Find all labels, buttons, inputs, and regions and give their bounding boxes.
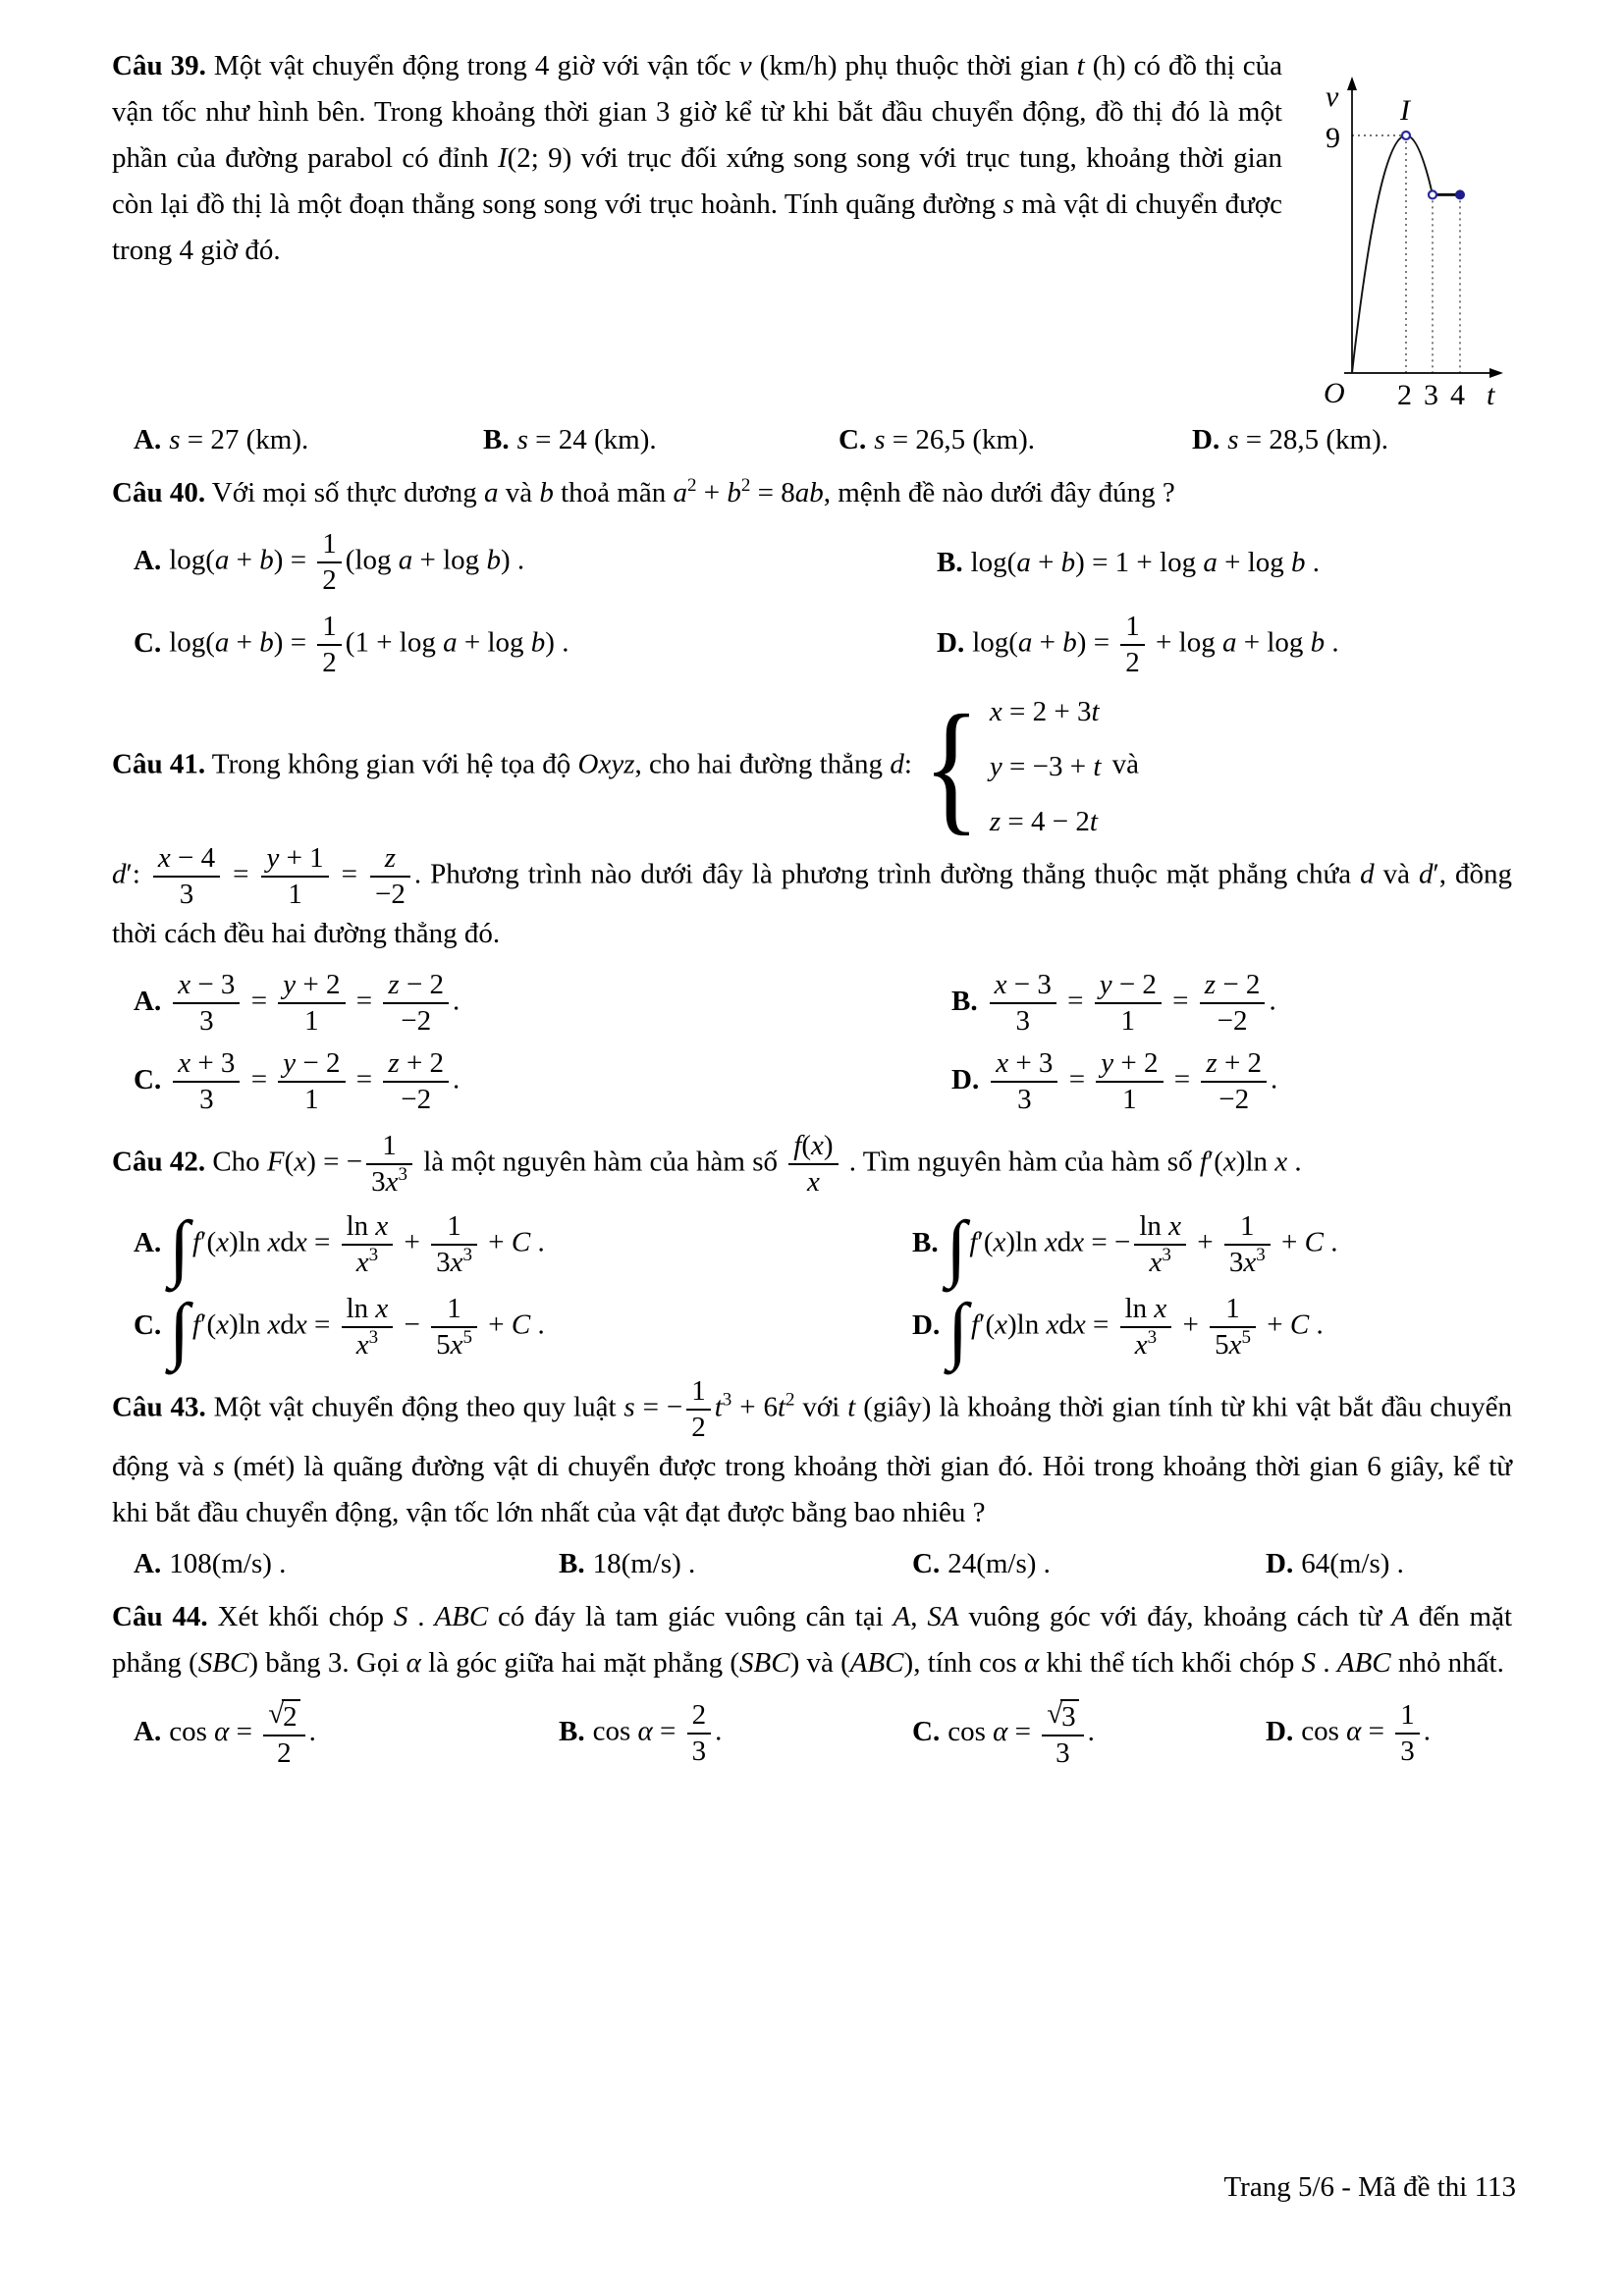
answer-option-C: C. s = 26,5 (km).: [839, 424, 1035, 455]
option-label: B.: [937, 546, 963, 578]
option-label: A.: [134, 1226, 162, 1258]
answer-option-B: B. ∫ f′(x)ln xdx = − $\frac{\text{ln x}}{x^3}$ + $\frac{1}{3x^3}$ + C .: [912, 1205, 1338, 1289]
fraction: √ 2 2: [263, 1698, 304, 1770]
fraction: $\frac{\text{ln x}}{x^3}$: [1134, 1210, 1186, 1279]
fraction: $\frac{y + 1}{1}$: [261, 842, 328, 911]
velocity-time-graph: [1298, 45, 1512, 418]
answer-option-D: D. s = 28,5 (km).: [1192, 424, 1388, 455]
answer-option-A: A. ∫ f′(x)ln xdx = $\frac{\text{ln x}}{x^3}$ + $\frac{1}{3x^3}$ + C .: [134, 1205, 545, 1289]
option-label: D.: [912, 1308, 941, 1341]
fraction: $\frac{1}{3x^3}$: [1224, 1210, 1271, 1279]
option-label: D.: [1266, 1716, 1294, 1748]
answer-option-D: D. log(a + b) = $\frac{1}{2}$ + log a + log b .: [937, 611, 1339, 678]
answer-option-D: D. ∫ f′(x)ln xdx = $\frac{\text{ln x}}{x^3}$ + $\frac{1}{5x^5}$ + C .: [912, 1288, 1324, 1371]
option-label: D.: [951, 1063, 980, 1095]
question-40-body: Câu 40. Với mọi số thực dương a và b thoả mãn $a^2 + b^2 = 8ab$, mệnh đề nào dưới đây đúng ?: [112, 475, 1175, 508]
y-tick-9: 9: [1326, 122, 1340, 154]
fraction: $\frac{\text{ln x}}{x^3}$: [342, 1210, 394, 1279]
answer-option-B: B. 18(m/s) .: [559, 1548, 696, 1579]
fraction: $\frac{1}{5x^5}$: [1210, 1293, 1256, 1362]
question-39-options: [112, 424, 1512, 456]
answer-option-A: A. 108(m/s) .: [134, 1548, 287, 1579]
option-label: B.: [559, 1548, 585, 1579]
question-43-body: Câu 43. Một vật chuyển động theo quy luật s = − $\frac{1}{2}$ $t^3 + 6t^2$ với t (giây) là khoảng thời gian tính từ khi vật bắt đầu chuyển động và s (mét) là quãng đường vật di chuyển được trong khoảng thời gian đó. Hỏi trong khoảng thời gian 6 giây, kể từ khi bắt đầu chuyển động, vận tốc lớn nhất của vật đạt được bằng bao nhiêu ?: [112, 1375, 1512, 1528]
fraction: $\frac{1}{2}$: [686, 1375, 711, 1444]
question-43: [112, 1375, 1512, 1580]
question-41: [112, 685, 1513, 1116]
question-42-options: [112, 1205, 1512, 1371]
option-label: B.: [951, 985, 978, 1017]
question-44-options: [112, 1698, 1512, 1770]
fraction: $\frac{x - 3}{3}$: [173, 969, 240, 1038]
question-44-body: Câu 44. Xét khối chóp S . ABC có đáy là tam giác vuông cân tại A, SA vuông góc với đáy, khoảng cách từ A đến mặt phẳng (SBC) bằng 3. Gọi α là góc giữa hai mặt phẳng (SBC) và (ABC), tính cos α khi thể tích khối chóp S . ABC nhỏ nhất.: [112, 1601, 1513, 1679]
option-label: D.: [937, 626, 965, 659]
answer-option-B: B. s = 24 (km).: [483, 424, 657, 455]
answer-option-B: B. log(a + b) = 1 + log a + log b .: [937, 546, 1321, 578]
parabola-curve: [1352, 135, 1433, 373]
fraction: $\frac{z - 2}{-2}$: [1200, 969, 1266, 1038]
x-tick-4: 4: [1450, 379, 1465, 411]
x-tick-2: 2: [1397, 379, 1412, 411]
option-label: A.: [134, 1716, 162, 1748]
fraction: $\frac{\text{ln x}}{x^3}$: [1120, 1293, 1172, 1362]
question-40-options: [112, 528, 1512, 679]
fraction: $\frac{y - 2}{1}$: [1095, 969, 1162, 1038]
fraction: $\frac{z + 2}{-2}$: [1201, 1047, 1267, 1116]
option-label: B.: [559, 1716, 585, 1748]
question-41-body: Câu 41. Trong không gian với hệ tọa độ Oxyz, cho hai đường thẳng d: { x = 2 + 3t y = −3 + t z = 4 − 2t và: [112, 685, 1140, 848]
integral-sign: ∫: [169, 1205, 190, 1289]
fraction: $\frac{1}{5x^5}$: [431, 1293, 477, 1362]
fraction: $\frac{2}{3}$: [687, 1699, 712, 1768]
vertex-label: I: [1400, 94, 1410, 127]
system-equation: z = 4 − 2t: [989, 806, 1098, 837]
answer-option-A: A. s = 27 (km).: [134, 424, 309, 455]
answer-option-C: C. cos α = √ 3 3 .: [912, 1698, 1095, 1769]
answer-option-C: C. $\frac{x + 3}{3}$ = $\frac{y - 2}{1}$ = $\frac{z + 2}{-2}$ .: [134, 1047, 460, 1115]
fraction: $\frac{x + 3}{3}$: [991, 1047, 1057, 1116]
option-label: A.: [134, 424, 162, 455]
origin-label: O: [1324, 377, 1345, 409]
option-label: B.: [483, 424, 510, 455]
fraction: $\frac{f(x)}{x}$: [788, 1130, 838, 1199]
answer-option-D: D. 64(m/s) .: [1266, 1548, 1404, 1579]
v-axis-label: v: [1326, 80, 1339, 113]
page-footer: Trang 5/6 - Mã đề thi 113: [1223, 2171, 1516, 2203]
fraction: $\frac{x - 3}{3}$: [990, 969, 1056, 1038]
option-label: C.: [134, 626, 162, 659]
answer-option-B: B. cos α = $\frac{2}{3}$ .: [559, 1699, 723, 1768]
t3-point: [1429, 190, 1436, 198]
question-43-options: [112, 1548, 1512, 1580]
answer-option-C: C. ∫ f′(x)ln xdx = $\frac{\text{ln x}}{x^3}$ − $\frac{1}{5x^5}$ + C .: [134, 1288, 545, 1371]
option-label: C.: [912, 1548, 941, 1579]
option-label: C.: [912, 1716, 941, 1748]
option-label: A.: [134, 1548, 162, 1579]
answer-option-D: D. $\frac{x + 3}{3}$ = $\frac{y + 2}{1}$ = $\frac{z + 2}{-2}$ .: [951, 1047, 1278, 1115]
t-axis-label: t: [1487, 379, 1495, 411]
answer-option-A: A. $\frac{x - 3}{3}$ = $\frac{y + 2}{1}$ = $\frac{z - 2}{-2}$ .: [134, 969, 460, 1037]
system-brace: {: [923, 685, 980, 848]
fraction: $\frac{1}{3x^3}$: [431, 1210, 477, 1279]
fraction: $\frac{y - 2}{1}$: [278, 1047, 345, 1116]
fraction: $\frac{z + 2}{-2}$: [383, 1047, 449, 1116]
option-label: C.: [134, 1063, 162, 1095]
option-label: D.: [1266, 1548, 1294, 1579]
t4-point: [1456, 190, 1465, 199]
fraction: $\frac{z}{-2}$: [370, 842, 410, 911]
question-39: [112, 43, 1512, 456]
question-39-body: Câu 39. Một vật chuyển động trong 4 giờ với vận tốc v (km/h) phụ thuộc thời gian t (h) có đồ thị của vận tốc như hình bên. Trong khoảng thời gian 3 giờ kể từ khi bắt đầu chuyển động, đồ thị đó là một phần của đường parabol có đỉnh I(2; 9) với trục đối xứng song song với trục tung, khoảng thời gian còn lại đồ thị là một đoạn thẳng song song với trục hoành. Tính quãng đường s mà vật di chuyển được trong 4 giờ đó.: [112, 50, 1282, 266]
question-42-body: Câu 42. Cho F(x) = − $\frac{1}{3x^3}$ là một nguyên hàm của hàm số $\frac{f(x)}{x}$ . Tìm nguyên hàm của hàm số f′(x)ln x .: [112, 1130, 1302, 1198]
system-equation: y = −3 + t: [989, 751, 1102, 782]
question-41-options: [112, 969, 1512, 1116]
answer-option-C: C. 24(m/s) .: [912, 1548, 1051, 1579]
fraction: $\frac{1}{2}$: [317, 611, 342, 679]
integral-sign: ∫: [169, 1288, 190, 1371]
fraction: $\frac{x - 4}{3}$: [153, 842, 220, 911]
option-label: B.: [912, 1226, 939, 1258]
fraction: √ 3 3: [1042, 1698, 1083, 1770]
fraction: $\frac{1}{2}$: [317, 528, 342, 597]
vertex-point: [1402, 132, 1410, 139]
question-42: [112, 1130, 1512, 1371]
question-40: [112, 470, 1512, 679]
option-label: A.: [134, 544, 162, 576]
option-label: C.: [839, 424, 867, 455]
fraction: $\frac{\text{ln x}}{x^3}$: [342, 1293, 394, 1362]
answer-option-B: B. $\frac{x - 3}{3}$ = $\frac{y - 2}{1}$ = $\frac{z - 2}{-2}$ .: [951, 969, 1276, 1037]
fraction: $\frac{1}{2}$: [1120, 611, 1145, 679]
x-tick-3: 3: [1424, 379, 1438, 411]
fraction: $\frac{y + 2}{1}$: [278, 969, 345, 1038]
t-axis-arrow: [1489, 368, 1503, 378]
integral-sign: ∫: [947, 1288, 969, 1371]
v-axis-arrow: [1347, 77, 1357, 90]
fraction: $\frac{y + 2}{1}$: [1096, 1047, 1163, 1116]
option-label: D.: [1192, 424, 1220, 455]
question-44: [112, 1594, 1512, 1770]
fraction: $\frac{z - 2}{-2}$: [383, 969, 449, 1038]
fraction: $\frac{1}{3}$: [1395, 1699, 1420, 1768]
option-label: C.: [134, 1308, 162, 1341]
sqrt: √ 2: [268, 1699, 299, 1734]
answer-option-D: D. cos α = $\frac{1}{3}$ .: [1266, 1699, 1431, 1768]
equation-system: [916, 685, 1102, 848]
integral-sign: ∫: [946, 1205, 967, 1289]
fraction: $\frac{x + 3}{3}$: [173, 1047, 240, 1116]
question-41-body-continued: d′: $\frac{x - 4}{3}$ = $\frac{y + 1}{1}$ = $\frac{z}{-2}$ . Phương trình nào dưới đây là phương trình đường thẳng thuộc mặt phẳng chứa d và d′, đồng thời cách đều hai đường thẳng đó.: [112, 842, 1513, 949]
option-label: A.: [134, 985, 162, 1017]
fraction: $\frac{1}{3x^3}$: [366, 1130, 412, 1199]
answer-option-A: A. log(a + b) = $\frac{1}{2}$ (log a + log b) .: [134, 528, 525, 596]
velocity-time-graph-svg: [1298, 45, 1512, 418]
sqrt: √ 3: [1047, 1699, 1078, 1734]
answer-option-A: A. cos α = √ 2 2 .: [134, 1698, 316, 1769]
answer-option-C: C. log(a + b) = $\frac{1}{2}$ (1 + log a + log b) .: [134, 611, 569, 678]
system-equation: x = 2 + 3t: [989, 696, 1100, 727]
